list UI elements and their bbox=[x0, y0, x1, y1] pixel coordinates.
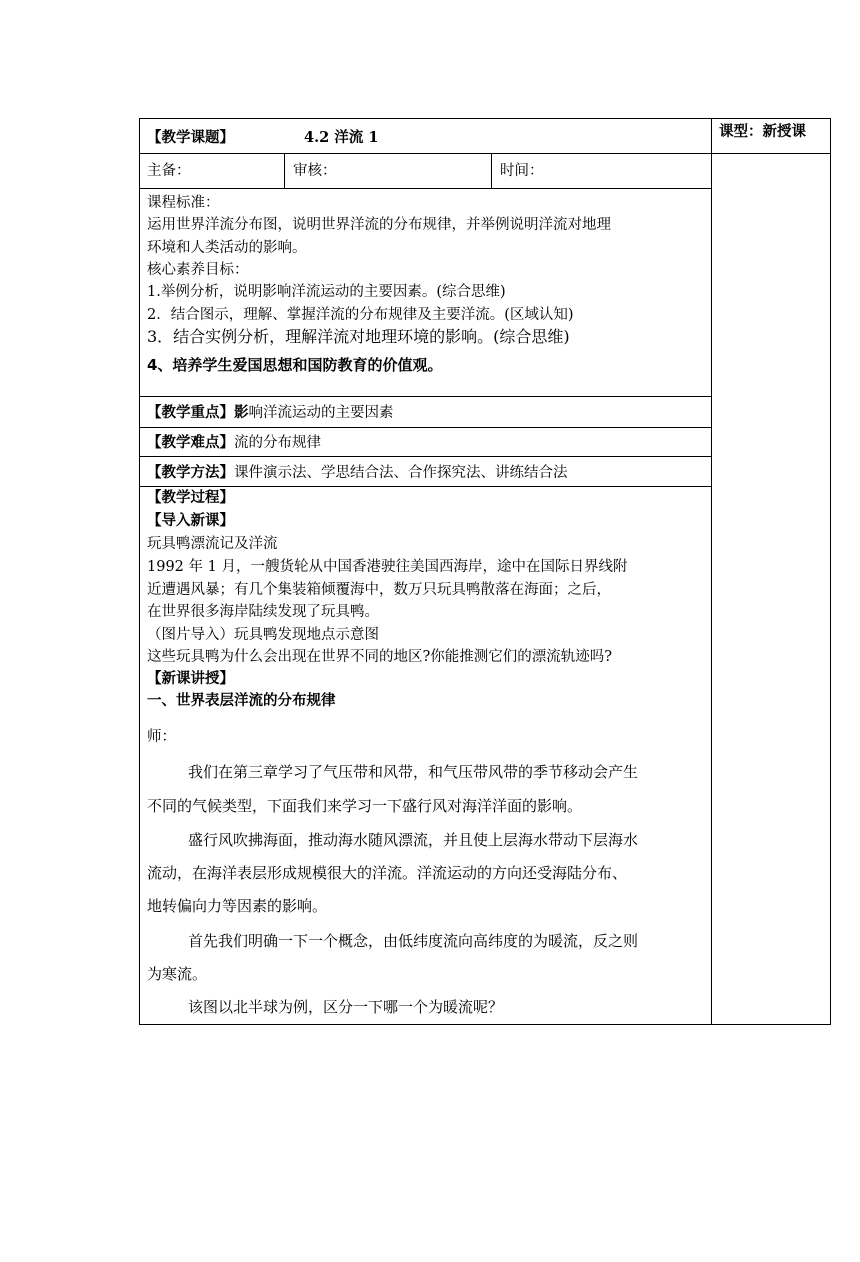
intro-label: 【导入新课】 bbox=[147, 512, 234, 529]
method-row bbox=[147, 464, 568, 482]
lecture-line: 该图以北半球为例，区分一下哪一个为暖流呢？ bbox=[188, 998, 504, 1016]
core-literacy-label: 核心素养目标： bbox=[147, 262, 249, 278]
process-label: 【教学过程】 bbox=[147, 489, 234, 506]
time-field: 时间： bbox=[500, 163, 544, 179]
key-point-label: 【教学重点】 bbox=[147, 404, 234, 421]
image-intro: （图片导入）玩具鸭发现地点示意图 bbox=[147, 627, 379, 643]
standard-label: 课程标准： bbox=[147, 195, 220, 211]
intro-question: 这些玩具鸭为什么会出现在世界不同的地区?你能推测它们的漂流轨迹吗? bbox=[147, 649, 613, 665]
story-line: 1992 年 1 月，一艘货轮从中国香港驶往美国西海岸，途中在国际日界线附 bbox=[147, 559, 628, 575]
goal-item: 1.举例分析，说明影响洋流运动的主要因素。(综合思维) bbox=[147, 284, 506, 300]
teacher-label: 师： bbox=[147, 729, 176, 745]
difficulty-row bbox=[147, 434, 321, 452]
story-line: 在世界很多海岸陆续发现了玩具鸭。 bbox=[147, 604, 379, 620]
lecture-line: 盛行风吹拂海面，推动海水随风漂流，并且使上层海水带动下层海水 bbox=[188, 831, 639, 849]
lesson-type: 课型：新授课 bbox=[719, 123, 806, 140]
topic-title: 4.2 洋流 1 bbox=[304, 129, 379, 146]
lecture-line: 我们在第三章学习了气压带和风带，和气压带风带的季节移动会产生 bbox=[188, 763, 639, 781]
standard-line: 环境和人类活动的影响。 bbox=[147, 240, 307, 256]
topic-label: 【教学课题】 bbox=[147, 129, 234, 146]
key-point-row bbox=[147, 404, 394, 422]
lecture-line: 地转偏向力等因素的影响。 bbox=[147, 897, 328, 915]
goal-item: 4、培养学生爱国思想和国防教育的价值观。 bbox=[147, 356, 443, 374]
standard-line: 运用世界洋流分布图，说明世界洋流的分布规律，并举例说明洋流对地理 bbox=[147, 217, 611, 233]
preparer-field: 主备： bbox=[147, 163, 191, 179]
new-lesson-label: 【新课讲授】 bbox=[147, 670, 234, 687]
method-label: 【教学方法】 bbox=[147, 464, 234, 481]
difficulty-label: 【教学难点】 bbox=[147, 434, 234, 451]
lecture-line: 为寒流。 bbox=[147, 965, 208, 983]
difficulty-value: 流的分布规律 bbox=[234, 435, 321, 451]
goal-item: 2．结合图示，理解、掌握洋流的分布规律及主要洋流。(区域认知) bbox=[147, 307, 574, 323]
key-point-prefix: 影 bbox=[234, 404, 249, 421]
key-point-value: 响洋流运动的主要因素 bbox=[248, 405, 394, 421]
story-line: 近遭遇风暴；有几个集装箱倾覆海中，数万只玩具鸭散落在海面；之后， bbox=[147, 582, 611, 598]
section-title: 一、世界表层洋流的分布规律 bbox=[147, 692, 336, 709]
goal-item: 3．结合实例分析，理解洋流对地理环境的影响。(综合思维) bbox=[147, 327, 570, 346]
lecture-line: 流动，在海洋表层形成规模很大的洋流。洋流运动的方向还受海陆分布、 bbox=[147, 864, 628, 882]
lecture-line: 首先我们明确一下一个概念，由低纬度流向高纬度的为暖流，反之则 bbox=[188, 932, 639, 950]
lecture-line: 不同的气候类型，下面我们来学习一下盛行风对海洋洋面的影响。 bbox=[147, 797, 583, 815]
reviewer-field: 审核： bbox=[293, 163, 337, 179]
method-value: 课件演示法、学思结合法、合作探究法、讲练结合法 bbox=[234, 465, 568, 481]
story-title: 玩具鸭漂流记及洋流 bbox=[147, 536, 278, 552]
